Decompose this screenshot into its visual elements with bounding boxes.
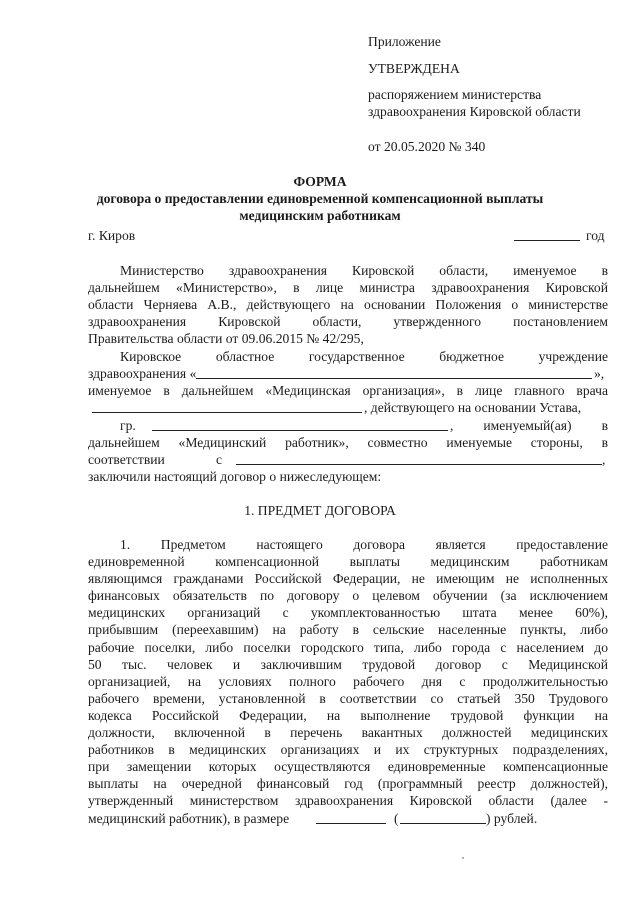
section-1-line: должности, включенной в перечень вакантных должностей медицинских	[88, 725, 608, 741]
accordance-comma: ,	[602, 452, 606, 467]
section-1-line: единовременной компенсационной выплаты медицинским работникам	[88, 554, 608, 570]
section-1-line: кодекса Российской Федерации, на выполнение трудовой функции на	[88, 707, 608, 723]
form-subtitle-line-1: договора о предоставлении единовременной компенсационной выплаты	[96, 191, 544, 206]
accordance-word: соответствии	[88, 452, 165, 467]
citizen-prefix: гр.	[120, 418, 136, 433]
section-1-line: работников в медицинских организациях и их структурных подразделениях,	[88, 742, 608, 758]
section-1-line: рабочего времени, установленной в соответствии со статьей 350 Трудового	[88, 690, 608, 706]
section-1-line: являющимся гражданами Российской Федерации, не имеющим не исполненных	[88, 571, 608, 587]
section-1-line: выплаты на очередной финансовый год (программный реестр должностей),	[88, 776, 608, 792]
amount-words-blank	[400, 823, 486, 824]
scan-speck	[462, 857, 464, 859]
institution-line-1: Кировское областное государственное бюджетное учреждение	[120, 349, 608, 364]
order-date-number: от 20.05.2020 № 340	[368, 139, 486, 154]
order-line-1: распоряжением министерства	[368, 87, 542, 102]
accordance-with: с	[216, 452, 223, 467]
section-1-line: при замещении которых осуществляются единовременные компенсационные	[88, 759, 608, 775]
worker-line-2: дальнейшем «Медицинский работник», совместно именуемые стороны, в	[88, 435, 608, 450]
institution-prefix: здравоохранения «	[88, 366, 197, 381]
institution-line-4: , действующего на основании Устава,	[364, 400, 582, 415]
city-label: г. Киров	[88, 228, 136, 243]
amount-paren-open: (	[394, 811, 399, 826]
amount-digits-blank	[316, 823, 386, 824]
institution-suffix: »,	[594, 366, 605, 381]
citizen-named: , именуемый(ая) в	[450, 418, 608, 433]
section-1-body	[88, 536, 608, 810]
section-1-line: прибывшим (переехавшим) на работу в сельские населенные пункты, либо	[88, 622, 608, 638]
order-line-2: здравоохранения Кировской области	[368, 104, 581, 119]
section-1-line: рабочие поселки, либо поселки городского типа, либо города с населением до	[88, 639, 608, 655]
preamble-line: дальнейшем «Министерство», в лице министра здравоохранения Кировской	[88, 280, 608, 296]
section-1-heading: 1. ПРЕДМЕТ ДОГОВОРА	[244, 503, 396, 518]
institution-name-blank	[196, 378, 592, 379]
year-blank	[514, 240, 580, 241]
preamble-paragraph-1	[88, 262, 608, 347]
year-suffix: год	[586, 228, 605, 243]
chief-doctor-blank	[92, 412, 362, 413]
amount-line-end: ) рублей.	[486, 811, 538, 826]
concluded-line: заключили настоящий договор о нижеследующем:	[88, 469, 382, 484]
accordance-blank	[236, 464, 602, 465]
citizen-name-blank	[152, 430, 448, 431]
section-1-line: 50 тыс. человек и заключившим трудовой договор с Медицинской	[88, 656, 608, 672]
preamble-line: здравоохранения Кировской области, утвержденного постановлением	[88, 314, 608, 330]
preamble-line: Министерство здравоохранения Кировской области, именуемое в	[120, 263, 608, 278]
section-1-line: 1. Предметом настоящего договора является предоставление	[120, 537, 608, 552]
section-1-line: медицинских организаций с укомплектованностью штата менее 60%),	[88, 605, 608, 621]
section-1-line: финансовых обязательств по договору о целевом обучении (за исключением	[88, 588, 608, 604]
amount-line-start: медицинский работник), в размере	[88, 811, 290, 826]
institution-line-3: именуемое в дальнейшем «Медицинская организация», в лице главного врача	[88, 383, 608, 398]
preamble-line: Правительства области от 09.06.2015 № 42/295,	[88, 331, 364, 347]
form-subtitle-line-2: медицинским работникам	[239, 208, 401, 223]
form-title: ФОРМА	[293, 174, 347, 189]
section-1-line: утвержденный министерством здравоохранения Кировской области (далее -	[88, 793, 608, 809]
appendix-label: Приложение	[368, 34, 441, 49]
section-1-line: организацией, на условиях полного рабочего дня с продолжительностью	[88, 673, 608, 689]
approved-label: УТВЕРЖДЕНА	[368, 61, 460, 76]
preamble-line: области Черняева А.В., действующего на основании Положения о министерстве	[88, 297, 608, 313]
